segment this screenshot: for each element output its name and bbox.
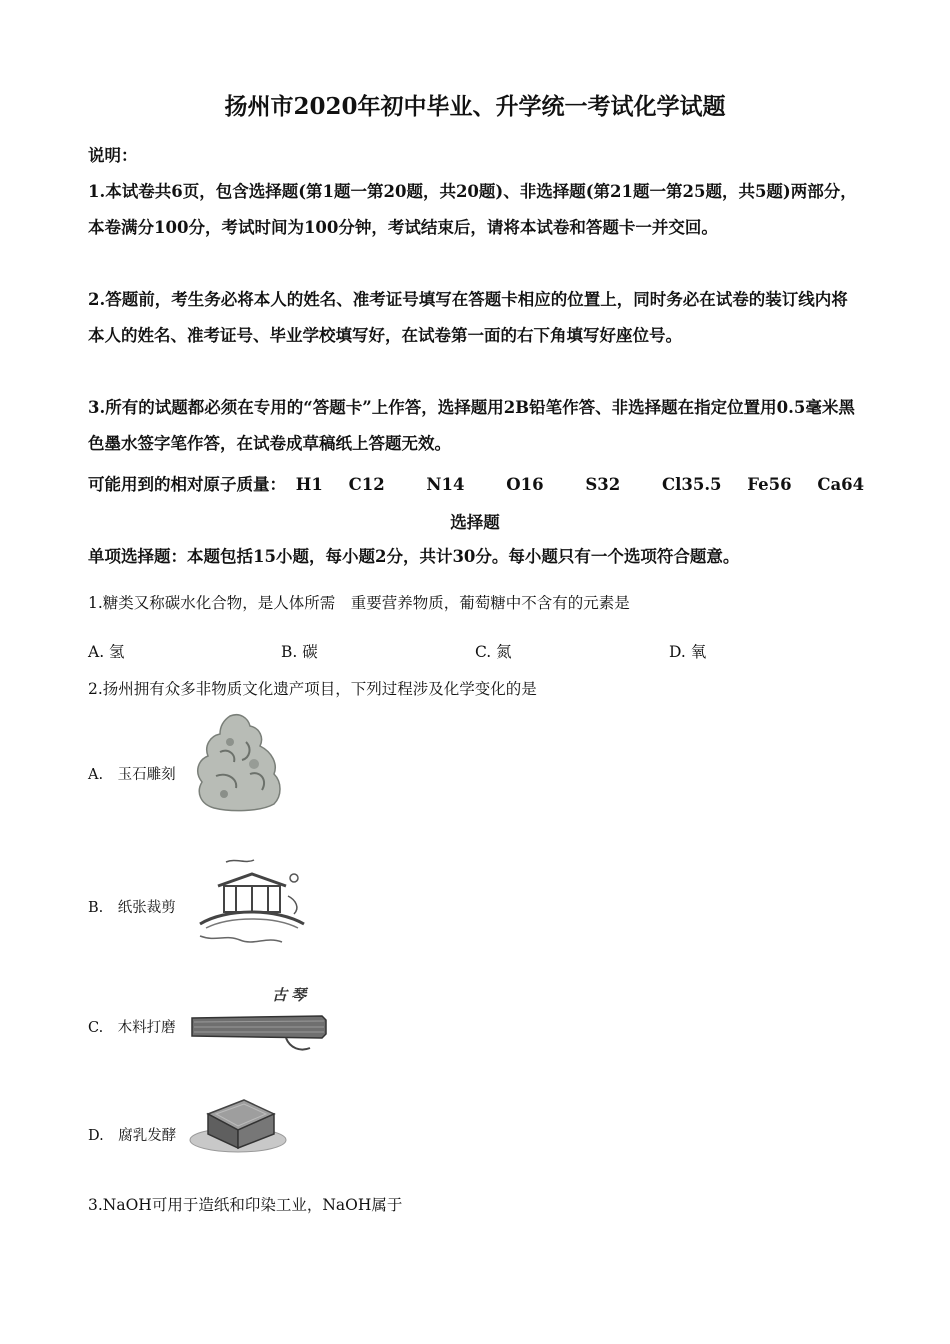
question-2-option-d: D. 腐乳发酵 bbox=[88, 1128, 177, 1144]
question-1-option-c: C. 氮 bbox=[475, 643, 512, 661]
atomic-mass-h: H1 bbox=[295, 475, 323, 494]
question-2-option-b: B. 纸张裁剪 bbox=[88, 900, 176, 916]
atomic-mass-n: N14 bbox=[426, 475, 465, 494]
note-3: 3.所有的试题都必须在专用的“答题卡”上作答，选择题用2B铅笔作答、非选择题在指定位置用0.5毫米黑色墨水签字笔作答，在试卷成草稿纸上答题无效。 bbox=[88, 398, 855, 453]
atomic-mass-c: C12 bbox=[348, 475, 385, 494]
atomic-mass-label: 可能用到的相对原子质量： bbox=[88, 475, 286, 494]
atomic-mass-s: S32 bbox=[585, 475, 621, 494]
question-1-option-d: D. 氧 bbox=[669, 643, 707, 661]
question-1-option-a: A. 氢 bbox=[88, 643, 125, 661]
question-3-text: 3.NaOH可用于造纸和印染工业，NaOH属于 bbox=[88, 1196, 403, 1214]
question-1-option-b: B. 碳 bbox=[281, 643, 318, 661]
question-2-text: 2.扬州拥有众多非物质文化遗产项目，下列过程涉及化学变化的是 bbox=[88, 680, 537, 698]
guqin-caption: 古琴 bbox=[272, 986, 311, 1004]
fermented-tofu-image bbox=[186, 1088, 290, 1156]
atomic-mass-row bbox=[88, 471, 864, 495]
question-1-text: 1.糖类又称碳水化合物，是人体所需 重要营养物质，葡萄糖中不含有的元素是 bbox=[88, 594, 630, 612]
atomic-mass-cl: Cl35.5 bbox=[661, 475, 722, 494]
question-2-option-a: A. 玉石雕刻 bbox=[88, 767, 176, 783]
paper-cutting-image bbox=[196, 856, 308, 948]
guqin-image bbox=[190, 1008, 330, 1054]
note-1: 1.本试卷共6页，包含选择题(第1题一第20题，共20题)、非选择题(第21题一第25题，共5题)两部分，本卷满分100分，考试时间为100分钟，考试结束后，请将本试卷和答题卡一并交回。 bbox=[88, 182, 857, 237]
atomic-mass-o: O16 bbox=[506, 475, 544, 494]
atomic-mass-ca: Ca64 bbox=[817, 475, 865, 494]
atomic-mass-fe: Fe56 bbox=[747, 475, 792, 494]
jade-carving-image bbox=[190, 712, 288, 814]
section-title: 选择题 bbox=[450, 513, 500, 532]
note-2: 2.答题前，考生务必将本人的姓名、准考证号填写在答题卡相应的位置上，同时务必在试卷的装订线内将本人的姓名、准考证号、毕业学校填写好，在试卷第一面的右下角填写好座位号。 bbox=[88, 290, 848, 345]
notes-heading: 说明： bbox=[88, 146, 138, 165]
exam-title: 扬州市2020年初中毕业、升学统一考试化学试题 bbox=[224, 93, 726, 120]
section-instruction: 单项选择题：本题包括15小题，每小题2分，共计30分。每小题只有一个选项符合题意。 bbox=[88, 547, 740, 566]
question-2-option-c: C. 木料打磨 bbox=[88, 1020, 176, 1036]
